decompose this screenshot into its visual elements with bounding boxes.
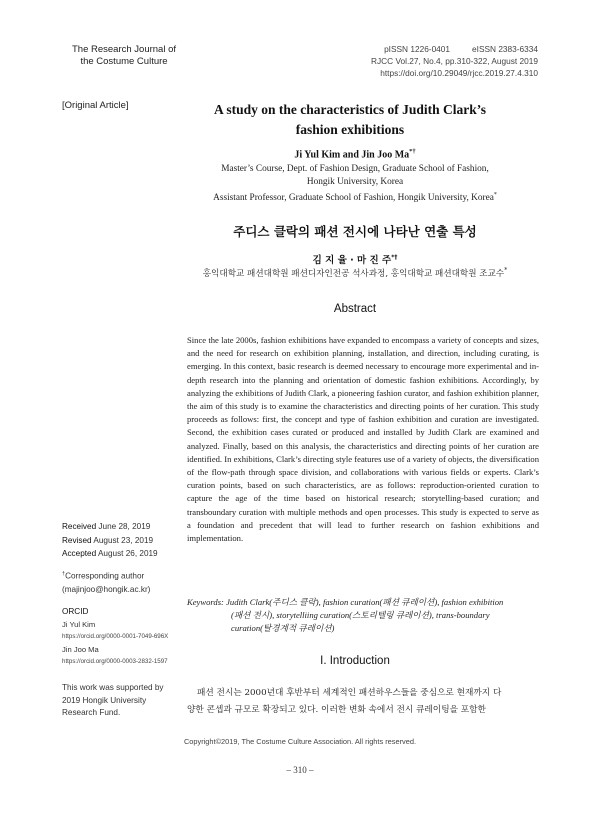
received-label: Received — [62, 522, 97, 531]
abstract-heading: Abstract — [333, 303, 377, 315]
affiliations — [160, 163, 550, 206]
corresponding-mark: † — [62, 571, 66, 577]
orcid-name2: Jin Joo Ma — [62, 644, 99, 654]
issn-block — [308, 43, 538, 79]
article-title-line2: fashion exhibitions — [295, 122, 405, 137]
korean-author-mark: *† — [391, 253, 398, 261]
affiliation-line1: Master’s Course, Dept. of Fashion Design, Graduate School of Fashion, — [221, 164, 489, 174]
affiliation-line3: Assistant Professor, Graduate School of Fashion, Hongik University, Korea — [213, 193, 494, 204]
introduction-heading: I. Introduction — [320, 655, 390, 667]
affiliation-line2: Hongik University, Korea — [306, 177, 404, 188]
korean-authors — [180, 252, 530, 266]
introduction-body — [187, 685, 542, 718]
article-dates — [62, 520, 158, 561]
orcid-block — [62, 606, 168, 669]
corresponding-author — [62, 568, 150, 596]
funding-line3: Research Fund. — [62, 708, 121, 717]
article-type: [Original Article] — [62, 100, 129, 111]
orcid-heading: ORCID — [62, 607, 89, 616]
korean-author-names: 김 지 율 · 마 진 주 — [312, 255, 392, 266]
korean-affiliation — [160, 267, 550, 279]
orcid-url1[interactable]: https://orcid.org/0000-0001-7049-696X — [62, 633, 169, 641]
keywords — [187, 596, 539, 636]
korean-title: 주디스 클락의 패션 전시에 나타난 연출 특성 — [233, 224, 477, 239]
accepted-date: August 26, 2019 — [97, 549, 158, 558]
orcid-url2[interactable]: https://orcid.org/0000-0003-2832-1597 — [62, 658, 168, 666]
article-title-line1: A study on the characteristics of Judith Clark’s — [213, 102, 487, 117]
accepted-label: Accepted — [62, 549, 97, 558]
corresponding-email[interactable]: (majinjoo@hongik.ac.kr) — [62, 584, 151, 594]
eissn: eISSN 2383-6334 — [472, 44, 538, 54]
pissn: pISSN 1226-0401 — [384, 44, 451, 54]
journal-name-line2: the Costume Culture — [80, 55, 168, 67]
funding-line1: This work was supported by — [62, 683, 164, 692]
keywords-line3: curation(탈경계적 큐레이션) — [231, 623, 335, 634]
affiliation-mark: * — [493, 192, 497, 199]
citation: RJCC Vol.27, No.4, pp.310-322, August 2019 — [371, 56, 538, 66]
korean-affiliation-mark: * — [504, 267, 508, 275]
keywords-line2: (패션 전시), storytelliing curation(스토리텔링 큐레이션), trans-boundary — [231, 610, 490, 621]
received-date: June 28, 2019 — [98, 522, 151, 531]
revised-date: August 23, 2019 — [93, 535, 154, 545]
keywords-line1: Judith Clark(주디스 클락), fashion curation(패션 큐레이션), fashion exhibition — [226, 597, 504, 607]
korean-affiliation-text: 홍익대학교 패션대학원 패션디자인전공 석사과정, 홍익대학교 패션대학원 조교수 — [202, 269, 505, 279]
article-title — [190, 100, 510, 140]
author-mark: *† — [409, 148, 416, 155]
page-number: – 310 – — [286, 765, 314, 775]
journal-name-line1: The Research Journal of — [71, 44, 177, 55]
keywords-label: Keywords: — [187, 597, 224, 607]
abstract-body: Since the late 2000s, fashion exhibitions have expanded to encompass a variety of concepts and sizes, and the need for research on exhibition planning, installation, and direction, including curating, is emerging. In this context, basic research is deemed necessary to encourage more experimental and in-depth research into the planning and orientation of domestic fashion exhibitions. Accordingly, by analyzing the exhibitions of Judith Clark, a pioneering fashion curator, and fashion exhibition planner, the aim of this study is to examine the characteristics and directing points of her curation. This study proceeds as follows: first, the concept and type of fashion exhibition and curation are investigated. Second, the exhibition cases curated or produced and installed by Judith Clark are examined and analyzed. Finally, based on this analysis, the characteristics and directing points of her curation are identified. In exhibitions, Clark’s directing style features use of a variety of objects, the diversification of the flow-path through space division, and collaborations with various fields or experts. Clark’s curation points, based on such characteristics, are as follows: reproduction-oriented curation to capture the age of the time based on historical research; storytelling-based curation; and transboundary curation with multiple methods and open processes. This study is expected to serve as a foundation and precedent that will lead to further research on fashion exhibitions and implementation. — [187, 335, 539, 544]
funding-note — [62, 682, 182, 720]
author-names: Ji Yul Kim and Jin Joo Ma — [294, 149, 410, 161]
orcid-name1: Ji Yul Kim — [62, 619, 96, 629]
introduction-line1: 패션 전시는 2000년대 후반부터 세계적인 패션하우스들을 중심으로 현재까지 다 — [197, 688, 502, 698]
copyright: Copyright©2019, The Costume Culture Association. All rights reserved. — [183, 737, 417, 746]
doi-link[interactable]: https://doi.org/10.29049/rjcc.2019.27.4.310 — [380, 68, 538, 78]
journal-name — [64, 44, 184, 67]
funding-line2: 2019 Hongik University — [62, 695, 147, 705]
corresponding-label: Corresponding author — [65, 571, 145, 581]
authors — [180, 148, 530, 160]
revised-label: Revised — [62, 535, 92, 545]
introduction-line2: 양한 콘셉과 규모로 확장되고 있다. 이러한 변화 속에서 전시 큐레이팅을 포함한 — [187, 704, 486, 715]
